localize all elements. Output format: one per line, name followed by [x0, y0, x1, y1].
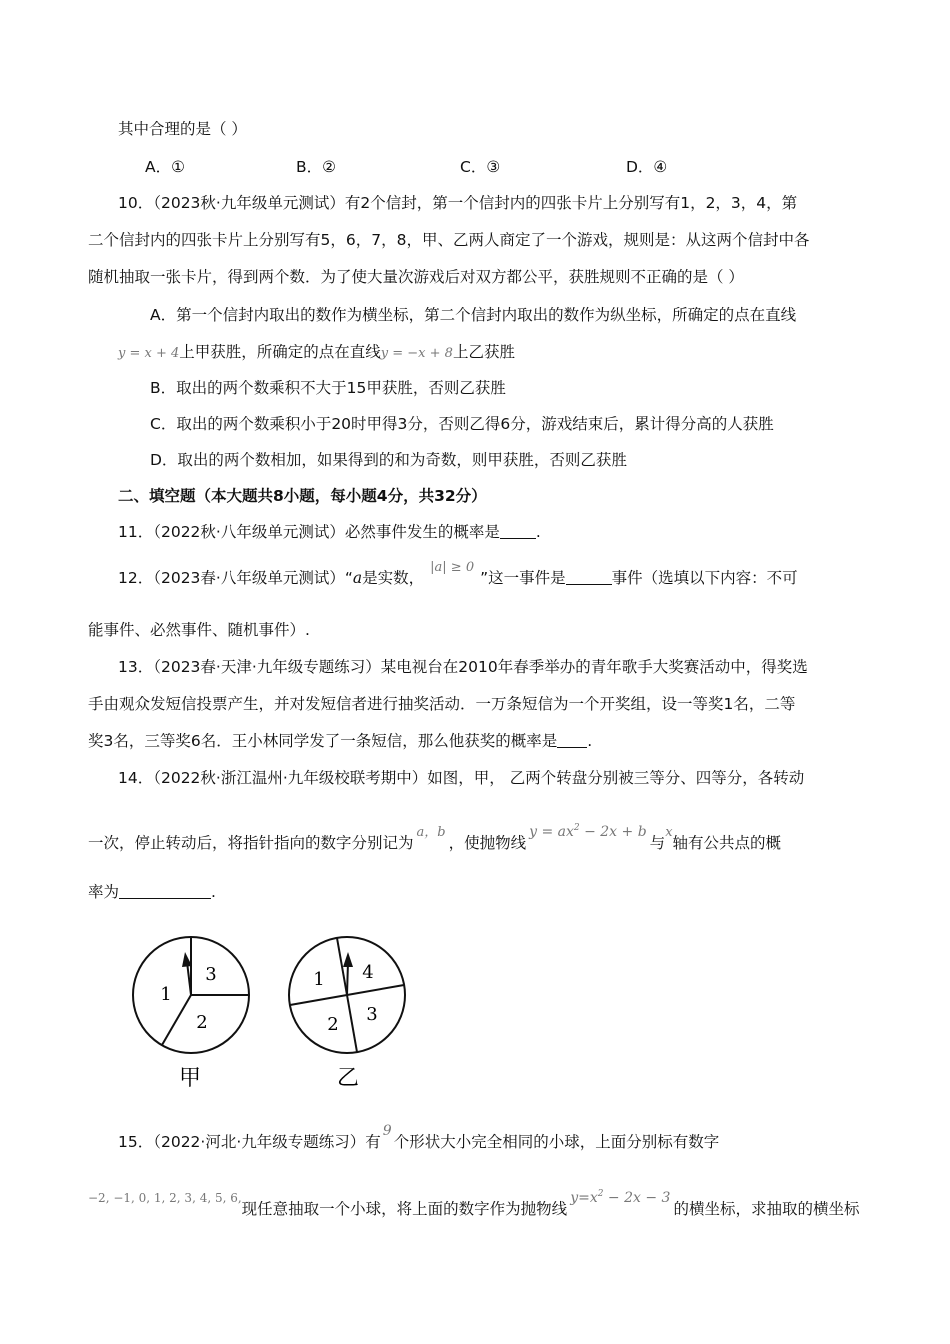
spinner-yi-divider	[347, 985, 404, 995]
q15-line2: $^{-2, -1, 0, 1, 2, 3, 4, 5, 6,}$现任意抽取一个小球，将上面的数字作为抛物线$y=x^2 - 2x - 3$的横坐标，求抽取的横坐标	[88, 1189, 860, 1218]
spinner-jia-number-3: 3	[205, 964, 217, 985]
q14-line3: 率为 .	[88, 883, 216, 901]
q10-option-b: B．取出的两个数乘积不大于15甲获胜，否则乙获胜	[150, 379, 506, 397]
q14-blank	[119, 882, 211, 899]
spinner-yi	[289, 937, 405, 1091]
q10-option-d: D．取出的两个数相加，如果得到的和为奇数，则甲获胜，否则乙获胜	[150, 451, 627, 469]
q12-equation: |a| ≥ 0	[430, 560, 475, 575]
q13-line2: 手由观众发短信投票产生，并对发短信者进行抽奖活动．一万条短信为一个开奖组，设一等奖1名，二等	[88, 695, 796, 713]
spinner-yi-divider	[347, 995, 357, 1052]
q13-line1: 13．（2023春·天津·九年级专题练习）某电视台在2010年春季举办的青年歌手大奖赛活动中，得奖选	[118, 658, 808, 676]
spinners-figure	[120, 930, 420, 1095]
q15-parabola-equation: $y=x^2 - 2x - 3$	[570, 1189, 671, 1206]
q14-line1: 14．（2022秋·浙江温州·九年级校联考期中）如图，甲， 乙两个转盘分别被三等分、四等分，各转动	[118, 769, 805, 787]
q9-option-a: A．①	[145, 158, 185, 176]
spinner-yi-number-1: 1	[313, 969, 325, 990]
q14-parabola-equation: $y = ax^2 - 2x + b$	[529, 823, 647, 840]
spinner-jia-label: 甲	[178, 1066, 202, 1091]
q14-vars: a，b	[416, 825, 446, 840]
spinner-jia-number-2: 2	[196, 1012, 208, 1033]
q13-blank	[557, 731, 587, 748]
q15-numbers: −2, −1, 0, 1, 2, 3, 4, 5, 6,	[88, 1191, 242, 1205]
q10-option-a-line1: A．第一个信封内取出的数作为横坐标，第二个信封内取出的数作为纵坐标，所确定的点在直线	[150, 306, 797, 324]
spinner-yi-pointer-head	[343, 952, 353, 967]
q10-line3: 随机抽取一张卡片，得到两个数．为了使大量次游戏后对双方都公平，获胜规则不正确的是（ ）	[88, 268, 744, 286]
q9-stem: 其中合理的是（ ）	[118, 120, 247, 138]
q12-blank	[566, 568, 612, 585]
spinner-jia	[133, 937, 249, 1091]
q10-line1: 10．（2023秋·九年级单元测试）有2个信封，第一个信封内的四张卡片上分别写有1，2，3，4，第	[118, 194, 798, 212]
q10-option-c: C．取出的两个数乘积小于20时甲得3分，否则乙得6分，游戏结束后，累计得分高的人获胜	[150, 415, 774, 433]
spinner-yi-label: 乙	[336, 1066, 360, 1091]
q10-line2: 二个信封内的四张卡片上分别写有5，6，7，8，甲、乙两人商定了一个游戏，规则是：从这两个信封中各	[88, 231, 810, 249]
q9-option-d: D．④	[626, 158, 668, 176]
q15-count: 9	[382, 1123, 392, 1139]
q15-line1: 15．（2022·河北·九年级专题练习）有9个形状大小完全相同的小球，上面分别标有数字	[118, 1123, 720, 1151]
q10-equation-2: y = −x + 8	[380, 346, 453, 361]
q12-line2: 能事件、必然事件、随机事件）.	[88, 621, 310, 639]
q9-option-b: B．②	[296, 158, 337, 176]
spinner-jia-number-1: 1	[160, 984, 172, 1005]
q11: 11．（2022秋·八年级单元测试）必然事件发生的概率是 .	[118, 523, 541, 541]
q14-line2: 一次，停止转动后，将指针指向的数字分别记为$^{a,b}$，使抛物线$y = ax^2 - 2x + b$与$^x$轴有公共点的概	[88, 823, 782, 852]
q10-equation-1: y = x + 4	[118, 346, 180, 361]
spinner-yi-number-4: 4	[362, 962, 374, 983]
spinner-yi-divider	[290, 995, 347, 1005]
q14-x-var: x	[665, 825, 673, 840]
q12-line1: 12．（2023春·八年级单元测试）“a是实数，$^{|a| \ge 0}$”这一事件是 事件（选填以下内容：不可	[118, 560, 798, 587]
q11-blank	[500, 522, 536, 539]
spinner-yi-number-3: 3	[366, 1004, 378, 1025]
q10-option-a-line2: y = x + 4上甲获胜，所确定的点在直线y = −x + 8上乙获胜	[118, 343, 515, 361]
spinner-yi-number-2: 2	[327, 1014, 339, 1035]
q13-line3: 奖3名，三等奖6名．王小林同学发了一条短信，那么他获奖的概率是 .	[88, 732, 593, 750]
section-2-heading: 二、填空题（本大题共8小题，每小题4分，共32分）	[118, 487, 487, 505]
q9-option-c: C．③	[460, 158, 501, 176]
